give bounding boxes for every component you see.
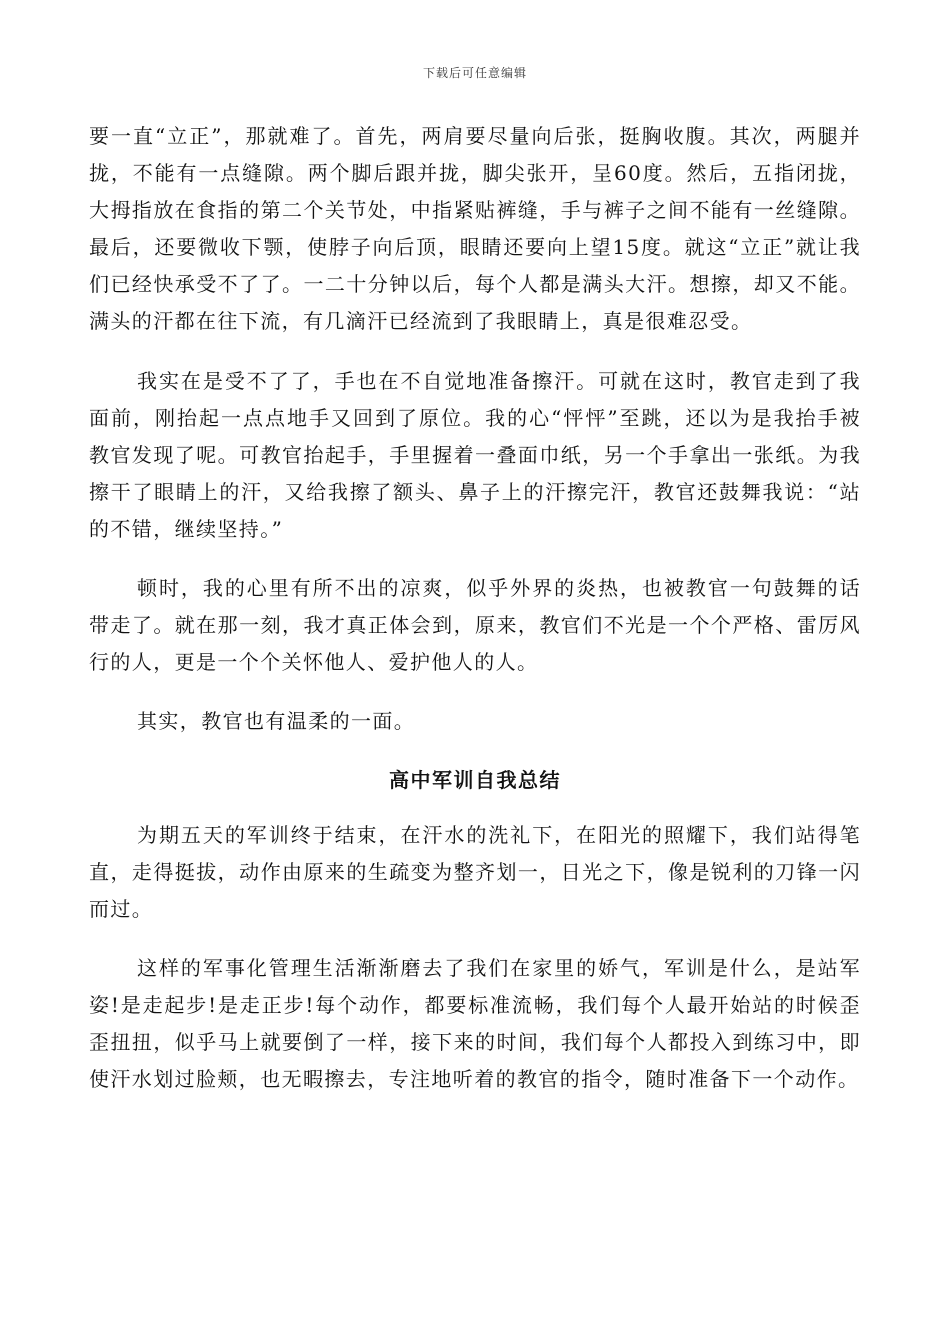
document-body [89,118,861,1120]
paragraph-5: 为期五天的军训终于结束，在汗水的洗礼下，在阳光的照耀下，我们站得笔直，走得挺拔，动作由原来的生疏变为整齐划一，日光之下，像是锐利的刀锋一闪而过。 [89,823,861,921]
paragraph-1: 要一直“立正”，那就难了。首先，两肩要尽量向后张，挺胸收腹。其次，两腿并拢，不能有一点缝隙。两个脚后跟并拢，脚尖张开，呈60度。然后，五指闭拢，大拇指放在食指的第二个关节处，中指紧贴裤缝，手与裤子之间不能有一丝缝隙。最后，还要微收下颚，使脖子向后顶，眼睛还要向上望15度。就这“立正”就让我们已经快承受不了了。一二十分钟以后，每个人都是满头大汗。想擦，却又不能。满头的汗都在往下流，有几滴汗已经流到了我眼睛上，真是很难忍受。 [89,124,861,333]
paragraph-3: 顿时，我的心里有所不出的凉爽，似乎外界的炎热，也被教官一句鼓舞的话带走了。就在那一刻，我才真正体会到，原来，教官们不光是一个个严格、雷厉风行的人，更是一个个关怀他人、爱护他人的人。 [89,576,861,674]
header-note: 下载后可任意编辑 [422,66,527,80]
paragraph-4: 其实，教官也有温柔的一面。 [137,709,416,733]
section-title: 高中军训自我总结 [389,768,561,792]
paragraph-2: 我实在是受不了了，手也在不自觉地准备擦汗。可就在这时，教官走到了我面前，刚抬起一点点地手又回到了原位。我的心“怦怦”至跳，还以为是我抬手被教官发现了呢。可教官抬起手，手里握着一叠面巾纸，另一个手拿出一张纸。为我擦干了眼睛上的汗，又给我擦了额头、鼻子上的汗擦完汗，教官还鼓舞我说：“站的不错，继续坚持。” [89,369,861,541]
paragraph-6: 这样的军事化管理生活渐渐磨去了我们在家里的娇气，军训是什么，是站军姿!是走起步!是走正步!每个动作，都要标准流畅，我们每个人最开始站的时候歪歪扭扭，似乎马上就要倒了一样，接下来的时间，我们每个人都投入到练习中，即使汗水划过脸颊，也无暇擦去，专注地听着的教官的指令，随时准备下一个动作。 [89,956,861,1091]
